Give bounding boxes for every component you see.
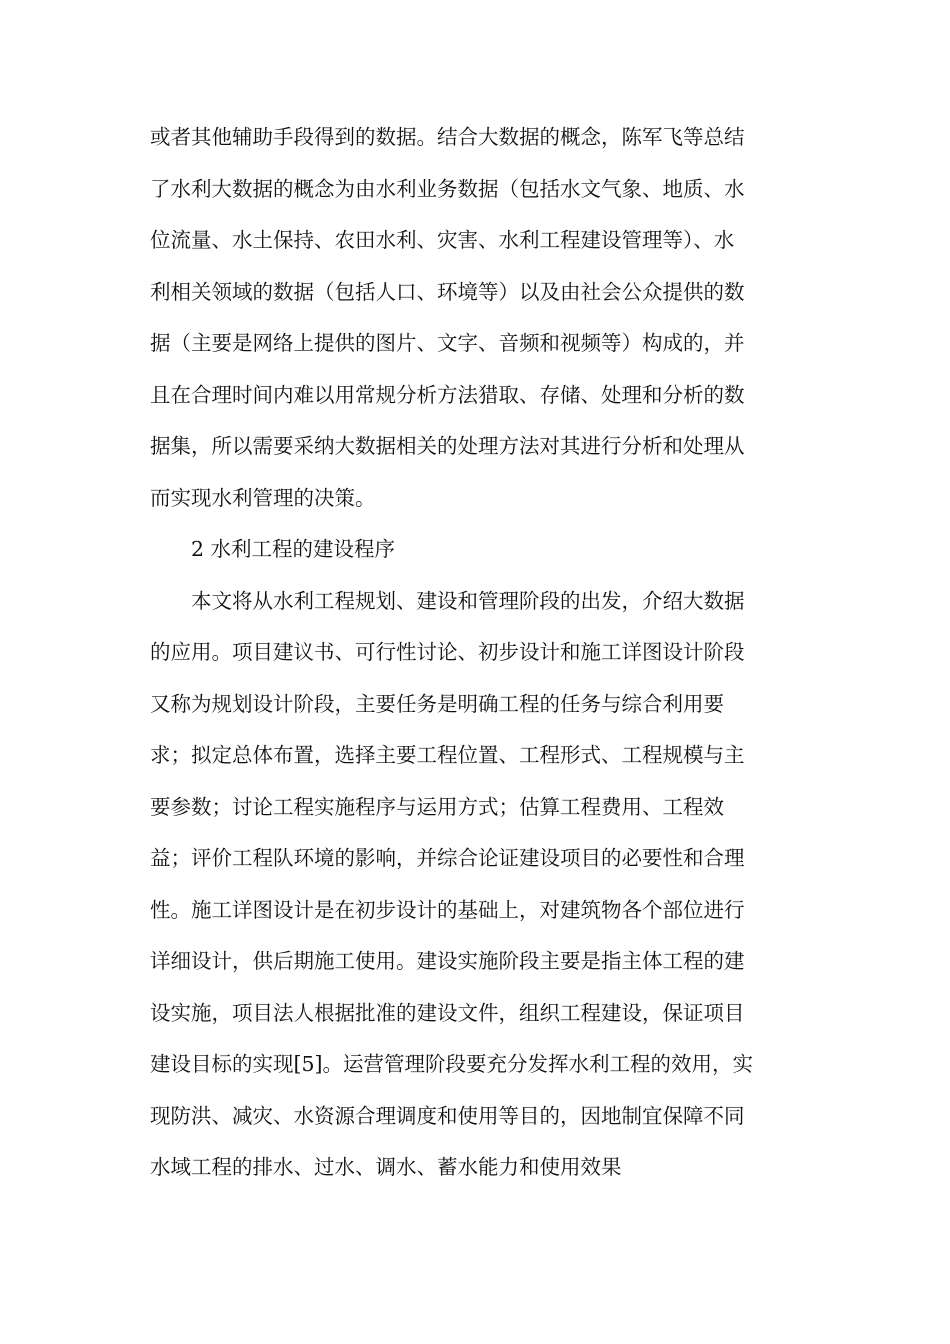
- text-line: 且在合理时间内难以用常规分析方法猎取、存储、处理和分析的数: [150, 382, 745, 407]
- text-line: 据集，所以需要采纳大数据相关的处理方法对其进行分析和处理从: [150, 434, 745, 458]
- text-line: 利相关领域的数据（包括人口、环境等）以及由社会公众提供的数: [150, 279, 745, 304]
- text-line: 而实现水利管理的决策。: [150, 485, 376, 510]
- text-line: 又称为规划设计阶段，主要任务是明确工程的任务与综合利用要: [150, 691, 724, 716]
- text-line: 据（主要是网络上提供的图片、文字、音频和视频等）构成的，并: [150, 331, 745, 355]
- text-line: 益；评价工程队环境的影响，并综合论证建设项目的必要性和合理: [150, 846, 745, 870]
- text-line: 的应用。项目建议书、可行性讨论、初步设计和施工详图设计阶段: [150, 640, 745, 664]
- text-line: 本文将从水利工程规划、建设和管理阶段的出发，介绍大数据: [191, 588, 745, 613]
- text-line: 了水利大数据的概念为由水利业务数据（包括水文气象、地质、水: [150, 176, 745, 201]
- text-line: 要参数；讨论工程实施程序与运用方式；估算工程费用、工程效: [150, 794, 724, 819]
- text-line: 水域工程的排水、过水、调水、蓄水能力和使用效果: [150, 1155, 622, 1179]
- text-line: 详细设计，供后期施工使用。建设实施阶段主要是指主体工程的建: [150, 949, 745, 973]
- text-line: 或者其他辅助手段得到的数据。结合大数据的概念，陈军飞等总结: [150, 125, 745, 149]
- text-line: 性。施工详图设计是在初步设计的基础上，对建筑物各个部位进行: [150, 897, 745, 922]
- text-line: 现防洪、减灾、水资源合理调度和使用等目的，因地制宜保障不同: [150, 1103, 745, 1128]
- body-text: [150, 116, 810, 1198]
- text-line: 设实施，项目法人根据批准的建设文件，组织工程建设，保证项目: [150, 1000, 745, 1025]
- text-line: 位流量、水土保持、农田水利、灾害、水利工程建设管理等）、水: [150, 228, 735, 252]
- section-heading: 2 水利工程的建设程序: [191, 537, 396, 561]
- text-line: 求；拟定总体布置，选择主要工程位置、工程形式、工程规模与主: [150, 743, 745, 767]
- text-line: 建设目标的实现[5]。运营管理阶段要充分发挥水利工程的效用，实: [150, 1052, 754, 1076]
